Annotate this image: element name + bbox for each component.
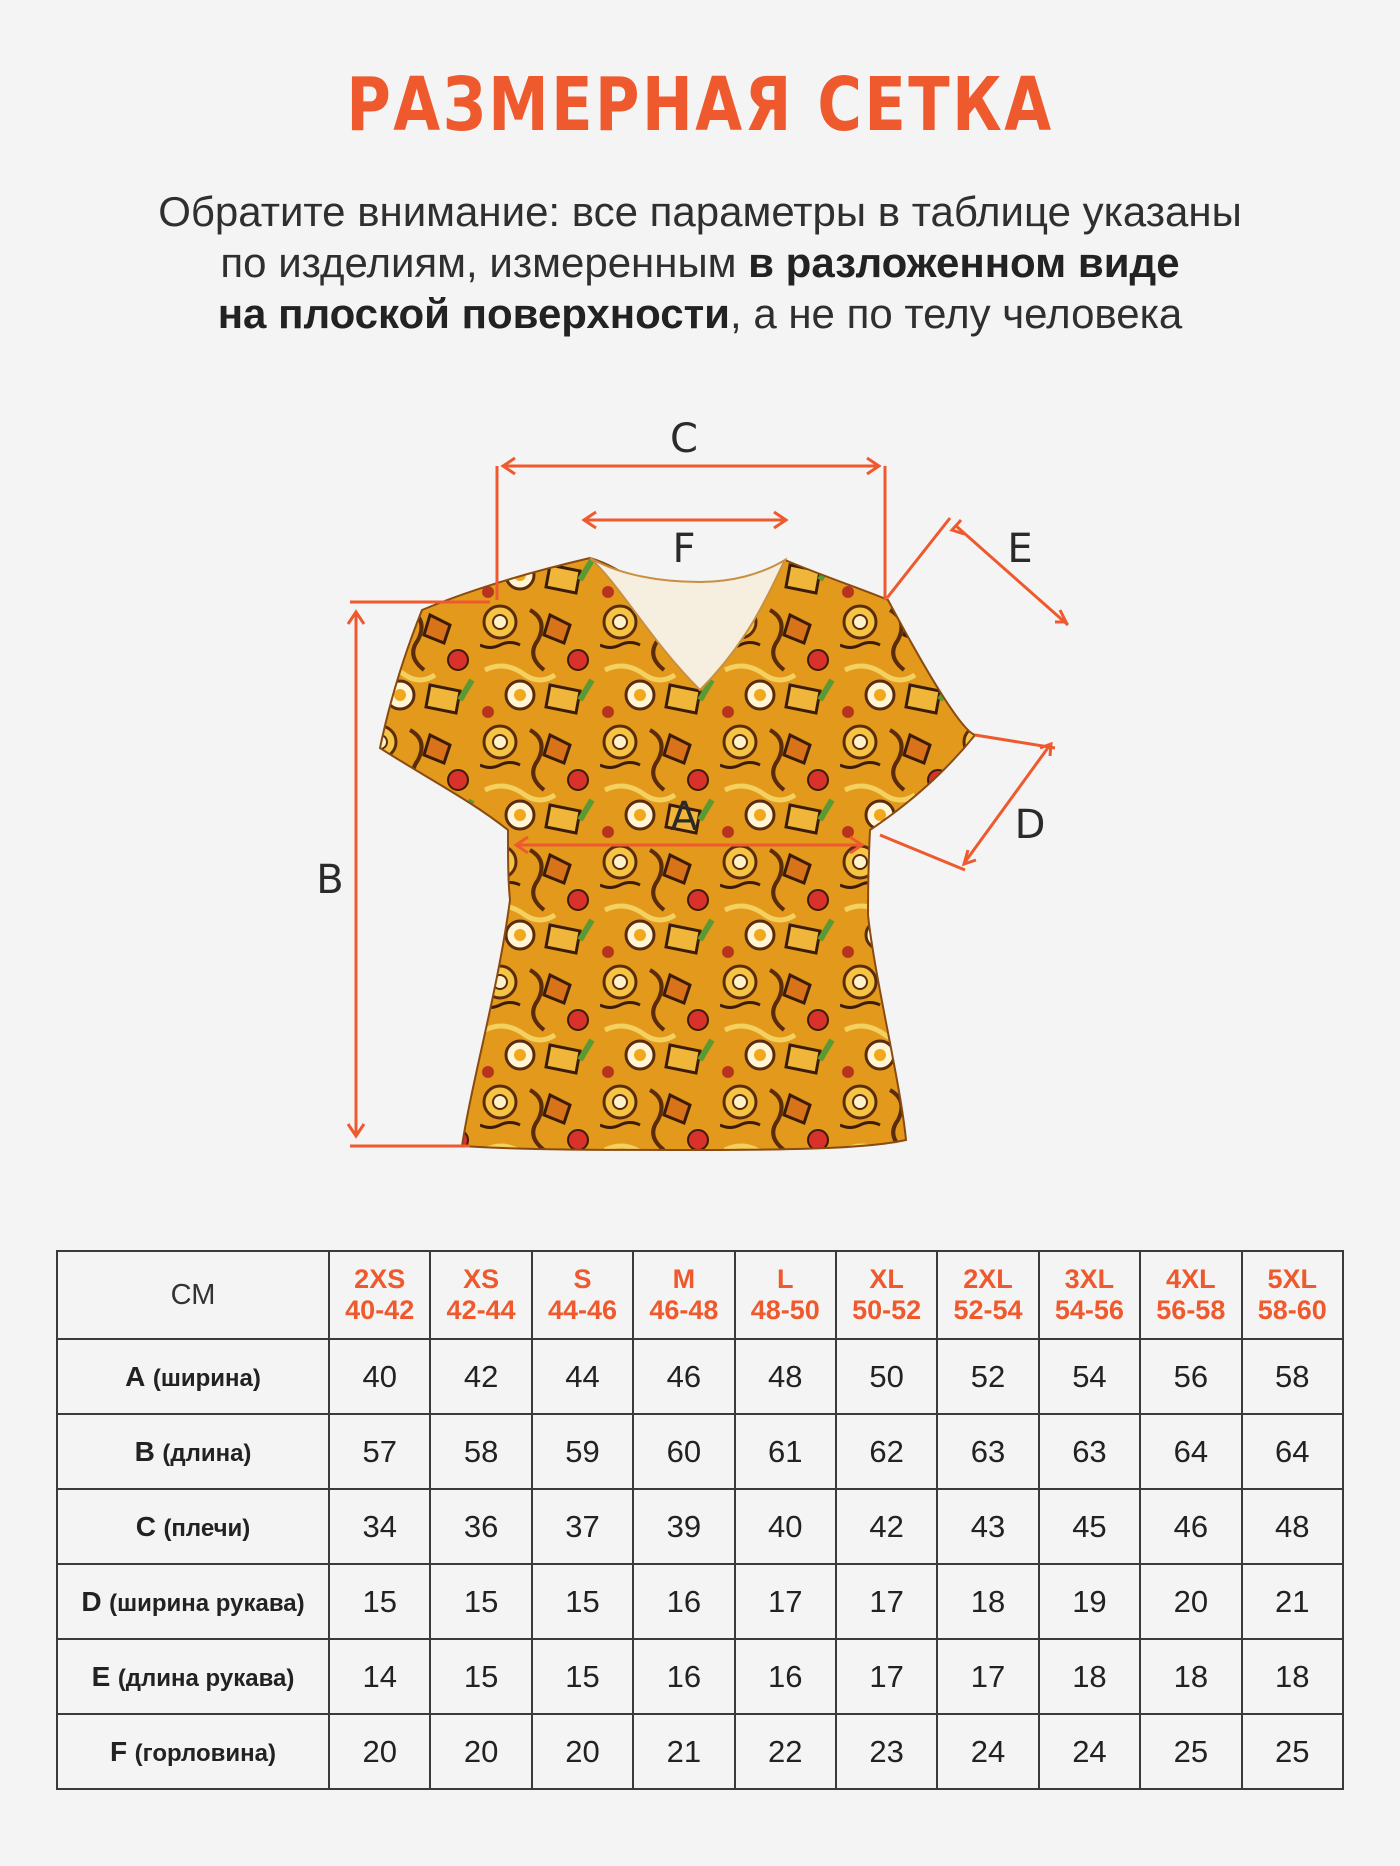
note-line-2-bold: в разложенном виде bbox=[748, 239, 1180, 286]
table-row bbox=[57, 1639, 1343, 1714]
table-cell: 17 bbox=[836, 1564, 937, 1639]
table-cell: 39 bbox=[633, 1489, 734, 1564]
table-row bbox=[57, 1339, 1343, 1414]
note-line-3-bold: на плоской поверхности bbox=[217, 290, 730, 337]
size-letter: 4XL bbox=[1166, 1264, 1216, 1294]
table-cell: 58 bbox=[430, 1414, 531, 1489]
table-cell: 54 bbox=[1039, 1339, 1140, 1414]
table-cell: 17 bbox=[836, 1639, 937, 1714]
page-title: РАЗМЕРНАЯ СЕТКА bbox=[346, 62, 1054, 148]
row-letter: C bbox=[135, 1510, 156, 1542]
table-cell: 24 bbox=[1039, 1714, 1140, 1789]
table-cell: 60 bbox=[633, 1414, 734, 1489]
label-a: A bbox=[670, 794, 698, 840]
measurement-note bbox=[0, 186, 1400, 339]
size-letter: 2XS bbox=[354, 1264, 406, 1294]
table-cell: 62 bbox=[836, 1414, 937, 1489]
table-cell: 20 bbox=[1140, 1564, 1241, 1639]
table-cell: 48 bbox=[1242, 1489, 1343, 1564]
table-cell: 17 bbox=[937, 1639, 1038, 1714]
table-cell: 15 bbox=[532, 1564, 633, 1639]
note-line-2 bbox=[0, 237, 1400, 288]
table-cell: 44 bbox=[532, 1339, 633, 1414]
table-cell: 20 bbox=[532, 1714, 633, 1789]
row-description: (ширина рукава) bbox=[109, 1589, 305, 1617]
table-cell: 20 bbox=[329, 1714, 430, 1789]
table-cell: 18 bbox=[1242, 1639, 1343, 1714]
row-label bbox=[57, 1564, 329, 1639]
size-range: 58-60 bbox=[1257, 1295, 1327, 1325]
row-description: (длина) bbox=[162, 1439, 252, 1467]
table-row bbox=[57, 1714, 1343, 1789]
size-header bbox=[633, 1251, 734, 1339]
size-letter: 5XL bbox=[1267, 1264, 1318, 1294]
table-cell: 16 bbox=[735, 1639, 836, 1714]
size-letter: XL bbox=[869, 1264, 904, 1294]
table-cell: 18 bbox=[1039, 1639, 1140, 1714]
table-cell: 40 bbox=[329, 1339, 430, 1414]
table-cell: 15 bbox=[329, 1564, 430, 1639]
size-letter: 2XL bbox=[963, 1264, 1013, 1294]
table-cell: 17 bbox=[735, 1564, 836, 1639]
size-chart-table bbox=[56, 1250, 1344, 1790]
table-cell: 64 bbox=[1140, 1414, 1241, 1489]
size-range: 48-50 bbox=[750, 1295, 820, 1325]
table-cell: 25 bbox=[1242, 1714, 1343, 1789]
size-header bbox=[430, 1251, 531, 1339]
label-f: F bbox=[672, 526, 696, 572]
table-cell: 63 bbox=[937, 1414, 1038, 1489]
row-description: (горловина) bbox=[134, 1739, 276, 1767]
table-cell: 52 bbox=[937, 1339, 1038, 1414]
row-label bbox=[57, 1639, 329, 1714]
size-letter: M bbox=[672, 1264, 696, 1294]
label-d: D bbox=[1014, 802, 1046, 848]
row-letter: E bbox=[91, 1660, 111, 1692]
table-cell: 22 bbox=[735, 1714, 836, 1789]
table-cell: 63 bbox=[1039, 1414, 1140, 1489]
table-cell: 45 bbox=[1039, 1489, 1140, 1564]
row-description: (ширина) bbox=[152, 1364, 261, 1392]
table-cell: 15 bbox=[430, 1639, 531, 1714]
table-cell: 24 bbox=[937, 1714, 1038, 1789]
size-header bbox=[735, 1251, 836, 1339]
row-label bbox=[57, 1414, 329, 1489]
note-line-3-plain: , а не по телу человека bbox=[729, 290, 1183, 337]
table-cell: 21 bbox=[1242, 1564, 1343, 1639]
table-cell: 15 bbox=[532, 1639, 633, 1714]
table-cell: 18 bbox=[937, 1564, 1038, 1639]
note-line-3 bbox=[0, 288, 1400, 339]
table-cell: 43 bbox=[937, 1489, 1038, 1564]
table-cell: 57 bbox=[329, 1414, 430, 1489]
size-range: 46-48 bbox=[649, 1295, 719, 1325]
table-cell: 64 bbox=[1242, 1414, 1343, 1489]
table-cell: 56 bbox=[1140, 1339, 1241, 1414]
table-cell: 40 bbox=[735, 1489, 836, 1564]
table-cell: 34 bbox=[329, 1489, 430, 1564]
label-b: B bbox=[316, 857, 344, 903]
table-cell: 50 bbox=[836, 1339, 937, 1414]
size-range: 50-52 bbox=[852, 1295, 922, 1325]
table-cell: 14 bbox=[329, 1639, 430, 1714]
size-range: 54-56 bbox=[1054, 1295, 1124, 1325]
table-cell: 15 bbox=[430, 1564, 531, 1639]
table-cell: 16 bbox=[633, 1639, 734, 1714]
table-row bbox=[57, 1414, 1343, 1489]
table-cell: 61 bbox=[735, 1414, 836, 1489]
table-cell: 18 bbox=[1140, 1639, 1241, 1714]
table-cell: 46 bbox=[633, 1339, 734, 1414]
note-line-1: Обратите внимание: все параметры в таблице указаны bbox=[158, 188, 1242, 235]
row-letter: B bbox=[134, 1435, 155, 1467]
size-header bbox=[836, 1251, 937, 1339]
table-cell: 37 bbox=[532, 1489, 633, 1564]
table-cell: 46 bbox=[1140, 1489, 1241, 1564]
table-cell: 42 bbox=[430, 1339, 531, 1414]
tshirt-measurement-diagram bbox=[0, 380, 1400, 1180]
note-line-2-plain: по изделиям, измеренным bbox=[220, 239, 749, 286]
table-cell: 42 bbox=[836, 1489, 937, 1564]
row-label bbox=[57, 1714, 329, 1789]
size-header bbox=[1242, 1251, 1343, 1339]
table-cell: 59 bbox=[532, 1414, 633, 1489]
table-row bbox=[57, 1489, 1343, 1564]
table-cell: 23 bbox=[836, 1714, 937, 1789]
row-label bbox=[57, 1339, 329, 1414]
row-letter: A bbox=[125, 1360, 146, 1392]
table-cell: 48 bbox=[735, 1339, 836, 1414]
table-cell: 20 bbox=[430, 1714, 531, 1789]
table-cell: 25 bbox=[1140, 1714, 1241, 1789]
table-row bbox=[57, 1564, 1343, 1639]
size-header bbox=[1140, 1251, 1241, 1339]
size-header-row bbox=[57, 1251, 1343, 1339]
size-range: 40-42 bbox=[345, 1295, 415, 1325]
size-letter: 3XL bbox=[1064, 1264, 1115, 1294]
row-letter: D bbox=[81, 1585, 102, 1617]
label-c: C bbox=[670, 416, 698, 462]
size-letter: S bbox=[573, 1264, 592, 1294]
table-cell: 19 bbox=[1039, 1564, 1140, 1639]
label-e: E bbox=[1007, 526, 1033, 572]
size-header bbox=[532, 1251, 633, 1339]
size-letter: XS bbox=[463, 1264, 500, 1294]
size-range: 42-44 bbox=[446, 1295, 516, 1325]
row-label bbox=[57, 1489, 329, 1564]
size-header bbox=[937, 1251, 1038, 1339]
size-letter: L bbox=[777, 1264, 794, 1294]
table-cell: 36 bbox=[430, 1489, 531, 1564]
size-header bbox=[329, 1251, 430, 1339]
row-description: (длина рукава) bbox=[117, 1664, 295, 1692]
table-cell: 16 bbox=[633, 1564, 734, 1639]
unit-header: СМ bbox=[57, 1251, 329, 1339]
table-cell: 58 bbox=[1242, 1339, 1343, 1414]
row-letter: F bbox=[110, 1735, 128, 1767]
row-description: (плечи) bbox=[163, 1514, 251, 1542]
table-cell: 21 bbox=[633, 1714, 734, 1789]
size-range: 52-54 bbox=[953, 1295, 1023, 1325]
size-range: 56-58 bbox=[1156, 1295, 1226, 1325]
size-range: 44-46 bbox=[547, 1295, 617, 1325]
size-header bbox=[1039, 1251, 1140, 1339]
